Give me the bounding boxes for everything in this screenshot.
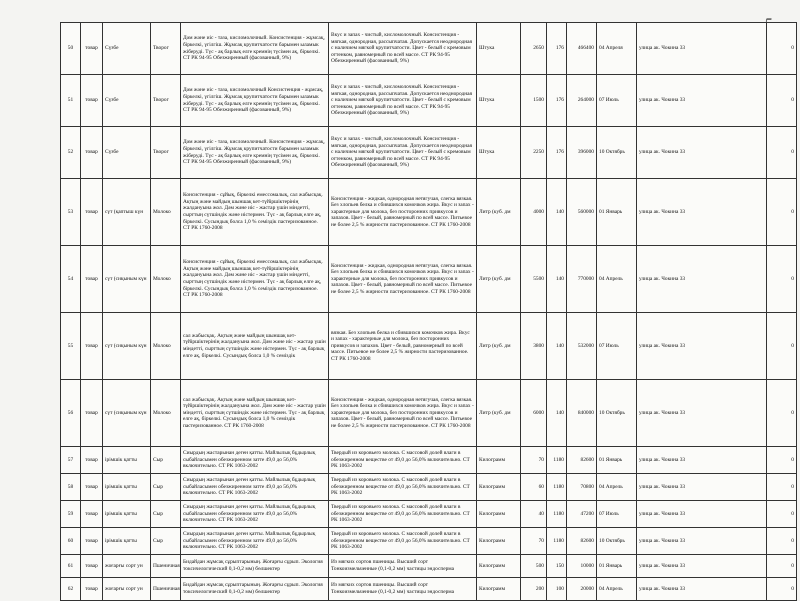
delivery-address: улица ак. Чокина 33 (637, 127, 767, 179)
row-number: 54 (61, 246, 81, 313)
extra-value: 0 (767, 501, 797, 528)
row-category: товар (81, 474, 103, 501)
item-name-kz: Сүзбе (103, 127, 151, 179)
extra-value: 0 (767, 447, 797, 474)
item-name-ru: Сыр (151, 447, 181, 474)
table-row (61, 555, 797, 578)
extra-value: 0 (767, 313, 797, 380)
unit-price: 140 (547, 246, 567, 313)
unit: Килограмм (477, 555, 521, 578)
item-name-kz: жоғарғы сорт ун (103, 578, 151, 601)
total-sum: 532000 (567, 313, 597, 380)
item-name-ru: Творог (151, 127, 181, 179)
unit-price: 150 (547, 555, 567, 578)
row-number: 50 (61, 23, 81, 75)
delivery-address: улица ак. Чокина 33 (637, 380, 767, 447)
extra-value: 0 (767, 578, 797, 601)
extra-value: 0 (767, 528, 797, 555)
description-ru: Твердый из коровьего молока. С массовой долей влаги в обезжиренном веществе от 49,0 до 56,0% включительно. СТ РК 1063-2002 (329, 501, 477, 528)
delivery-address: улица ак. Чокина 33 (637, 447, 767, 474)
delivery-date: 04 Апреля (597, 23, 637, 75)
unit-price: 176 (547, 23, 567, 75)
table-row (61, 179, 797, 246)
unit: Штука (477, 127, 521, 179)
item-name-ru: Молоко (151, 179, 181, 246)
description-ru: Консистенция - жидкая, однородная нетягучая, слегка вязкая. Без хлопьев белка и сбившихся комочков жира. Вкус и запах - характерные для молока, без посторонних привкусов и запахов. Цвет - белый, равномерный по всей массе. Питьевое не более 2,5 % жирности пастеризованное. СТ РК 1760-2008 (329, 179, 477, 246)
item-name-kz: сүт (қаптыш күн (103, 179, 151, 246)
delivery-date: 01 Январь (597, 555, 637, 578)
description-ru: Из мягких сортов пшеницы. Высший сорт Тонкоизмельченные (0,1-0,2 мм) частицы эндосперма (329, 578, 477, 601)
row-number: 57 (61, 447, 81, 474)
delivery-address: улица ак. Чокина 33 (637, 179, 767, 246)
total-sum: 10000 (567, 555, 597, 578)
description-kz: Сиырдың жастарынан деген қатты. Майлылық бұдырлық сыбайласымен обезжиренном затте 49,0 до 56,0% включительно. СТ РК 1063-2002 (181, 474, 329, 501)
total-sum: 466400 (567, 23, 597, 75)
description-kz: Дәм және иіс - таза, кисломолочный Консистенция - жұмсақ, біркелкі, үгілгіш. Жұмсақ крупитчатости барымен ыламык жіберуді. Түс - ақ барлық елге кремнің түсімен ақ, біркелкі. СТ РК 94-95 Обезжиренный (фасованный, 9%) (181, 75, 329, 127)
extra-value: 0 (767, 23, 797, 75)
extra-value: 0 (767, 474, 797, 501)
extra-value: 0 (767, 179, 797, 246)
extra-value: 0 (767, 75, 797, 127)
delivery-address: улица ак. Чокина 33 (637, 528, 767, 555)
unit: Литр (куб. дм (477, 313, 521, 380)
delivery-address: улица ак. Чокина 33 (637, 578, 767, 601)
description-kz: Сиырдың жастарынан деген қатты. Майлылық бұдырлық сыбайласымен обезжиренном затте 49,0 до 56,0% включительно. СТ РК 1063-2002 (181, 501, 329, 528)
description-kz: Консистенция - сұйық, біркелкі емессомалық, сал жабысқақ. Ақтың және майдың шыншақ кет-түйіршіктерінің жалдануына жол. Дәм және иіс - жастар үшін міндетті, сырттың сүтшіндік және иістермен. Түс - ақ барлық елге ақ, біркелкі. Сусындық болса 1,0 % семіздік пастеризованное. СТ РК 1760-2008 (181, 179, 329, 246)
row-number: 61 (61, 555, 81, 578)
unit: Литр (куб. дм (477, 380, 521, 447)
unit: Килограмм (477, 528, 521, 555)
row-number: 62 (61, 578, 81, 601)
item-name-ru: Сыр (151, 501, 181, 528)
extra-value: 0 (767, 246, 797, 313)
unit: Штука (477, 75, 521, 127)
item-name-ru: Творог (151, 23, 181, 75)
row-category: товар (81, 246, 103, 313)
row-category: товар (81, 75, 103, 127)
item-name-ru: Пшеничная (151, 555, 181, 578)
row-number: 52 (61, 127, 81, 179)
row-number: 51 (61, 75, 81, 127)
item-name-ru: Пшеничная (151, 578, 181, 601)
unit-price: 1180 (547, 474, 567, 501)
unit-price: 176 (547, 127, 567, 179)
item-name-ru: Молоко (151, 246, 181, 313)
unit: Килограмм (477, 447, 521, 474)
row-number: 55 (61, 313, 81, 380)
unit: Литр (куб. дм (477, 246, 521, 313)
unit: Килограмм (477, 474, 521, 501)
table-row (61, 313, 797, 380)
row-category: товар (81, 555, 103, 578)
item-name-ru: Сыр (151, 528, 181, 555)
description-ru: Вкус и запах - чистый, кисломолочный. Консистенция - мягкая, однородная, рассыпчатая. Допускается неоднородная с наличием мягкой крупитчатости. Цвет - белый с кремовым оттенком, равномерный по всей массе. СТ РК 94-95 Обезжиренный (фасованный, 9%) (329, 75, 477, 127)
description-kz: Сиырдың жастарынан деген қатты. Майлылық бұдырлық сыбайласымен обезжиренном затте 49,0 до 56,0% включительно. СТ РК 1063-2002 (181, 447, 329, 474)
delivery-date: 10 Октябрь (597, 127, 637, 179)
item-name-ru: Молоко (151, 380, 181, 447)
table-row (61, 127, 797, 179)
description-kz: Бидайдан жұмсақ сұрыптарының. Жоғарғы сұрып. Экология токсичелогический 0,1-0,2 мм) бөлшектер (181, 578, 329, 601)
unit-price: 1180 (547, 528, 567, 555)
quantity: 70 (521, 528, 547, 555)
description-kz: сал жабысқақ. Ақтың және майдың шыншақ кет-түйіршіктерінің жалдануына жол. Дәм және иіс - жастар үшін міндетті, сырттың сүтшіндік және иістермен. Түс - ақ барлық елге ақ, біркелкі. Сусындық болса 1,0 % семіздік (181, 313, 329, 380)
row-number: 58 (61, 474, 81, 501)
row-category: товар (81, 528, 103, 555)
table-row (61, 501, 797, 528)
delivery-date: 01 Январь (597, 447, 637, 474)
unit-price: 140 (547, 380, 567, 447)
delivery-date: 10 Октябрь (597, 380, 637, 447)
table-row (61, 380, 797, 447)
description-ru: Твердый из коровьего молока. С массовой долей влаги в обезжиренном веществе от 49,0 до 56,0% включительно. СТ РК 1063-2002 (329, 447, 477, 474)
table-row (61, 474, 797, 501)
delivery-date: 04 Апрель (597, 474, 637, 501)
row-number: 60 (61, 528, 81, 555)
quantity: 200 (521, 578, 547, 601)
delivery-address: улица ак. Чокина 33 (637, 313, 767, 380)
extra-value: 0 (767, 380, 797, 447)
table-body (61, 23, 797, 601)
row-category: товар (81, 380, 103, 447)
total-sum: 70800 (567, 474, 597, 501)
description-ru: Твердый из коровьего молока. С массовой долей влаги в обезжиренном веществе от 49,0 до 56,0% включительно. СТ РК 1063-2002 (329, 528, 477, 555)
total-sum: 770000 (567, 246, 597, 313)
delivery-date: 04 Апрель (597, 246, 637, 313)
item-name-kz: ірімшік қатты (103, 501, 151, 528)
description-kz: Консистенция - сұйық, біркелкі емессомалық, сал жабысқақ. Ақтың және майдың шыншақ кет-түйіршіктерінің жалдануына жол. Дәм және иіс - жастар үшін міндетті, сырттың сүтшіндік және иістермен. Түс - ақ барлық елге ақ, біркелкі. Сусындық болса 1,0 % семіздік пастеризованное. СТ РК 1760-2008 (181, 246, 329, 313)
description-ru: Вкус и запах - чистый, кисломолочный. Консистенция - мягкая, однородная, рассыпчатая. Допускается неоднородная с наличием мягкой крупитчатости. Цвет - белый с кремовым оттенком, равномерный по всей массе. СТ РК 94-95 Обезжиренный (фасованный, 9%) (329, 127, 477, 179)
quantity: 4000 (521, 179, 547, 246)
delivery-date: 07 Июль (597, 501, 637, 528)
table-row (61, 578, 797, 601)
delivery-date: 07 Июль (597, 313, 637, 380)
table-row (61, 447, 797, 474)
extra-value: 0 (767, 555, 797, 578)
row-category: товар (81, 447, 103, 474)
delivery-address: улица ак. Чокина 33 (637, 246, 767, 313)
table-row (61, 75, 797, 127)
description-kz: Бидайдан жұмсақ сұрыптарының. Жоғарғы сұрып. Экология токсичелогический 0,1-0,2 мм) бөлшектер (181, 555, 329, 578)
row-number: 53 (61, 179, 81, 246)
item-name-kz: сүт (сиқыным күн (103, 313, 151, 380)
description-ru: Консистенция - жидкая, однородная нетягучая, слегка вязкая. Без хлопьев белка и сбившихся комочков жира. Вкус и запах - характерные для молока, без посторонних привкусов и запахов. Цвет - белый, равномерный по всей массе. Питьевое не более 2,5 % жирности пастеризованное. СТ РК 1760-2008 (329, 380, 477, 447)
unit-price: 140 (547, 179, 567, 246)
description-kz: сал жабысқақ. Ақтың және майдың шыншақ кет-түйіршіктерінің жалдануына жол. Дәм және иіс - жастар үшін міндетті, сырттың сүтшіндік және иістермен. Түс - ақ барлық елге ақ, біркелкі. Сусындық болса 1,0 % семіздік пастеризованное. СТ РК 1760-2008 (181, 380, 329, 447)
total-sum: 82600 (567, 447, 597, 474)
description-kz: Дәм және иіс - таза, кисломолочный. Консистенция - жұмсақ, біркелкі, үгілгіш. Жұмсақ крупитчатости барымен ыламык жіберуді. Түс - ақ барлық елге кремнің түсімен ақ, біркелкі. СТ РК 94-95 Обезжиренный (фасованный, 9%) (181, 127, 329, 179)
quantity: 6000 (521, 380, 547, 447)
quantity: 2250 (521, 127, 547, 179)
item-name-kz: ірімшік қатты (103, 528, 151, 555)
total-sum: 47200 (567, 501, 597, 528)
quantity: 2650 (521, 23, 547, 75)
delivery-date: 01 Январь (597, 179, 637, 246)
total-sum: 560000 (567, 179, 597, 246)
quantity: 70 (521, 447, 547, 474)
description-kz: Сиырдың жастарынан деген қатты. Майлылық бұдырлық сыбайласымен обезжиренном затте 49,0 до 56,0% включительно. СТ РК 1063-2002 (181, 528, 329, 555)
item-name-kz: сүт (сиқыным күн (103, 246, 151, 313)
total-sum: 264000 (567, 75, 597, 127)
table-row (61, 246, 797, 313)
unit-price: 1180 (547, 501, 567, 528)
total-sum: 840000 (567, 380, 597, 447)
item-name-ru: Творог (151, 75, 181, 127)
row-category: товар (81, 578, 103, 601)
row-category: товар (81, 313, 103, 380)
description-kz: Дәм және иіс - таза, кисломолочный. Консистенция - жұмсақ, біркелкі, үгілгіш. Жұмсақ крупитчатости барымен ыламык жіберуді. Түс - ақ барлық елге кремнің түсімен ақ, біркелкі. СТ РК 94-95 Обезжиренный (фасованный, 9%) (181, 23, 329, 75)
delivery-address: улица ак. Чокина 33 (637, 555, 767, 578)
quantity: 1500 (521, 75, 547, 127)
unit: Штука (477, 23, 521, 75)
delivery-address: улица ак. Чокина 33 (637, 23, 767, 75)
unit: Килограмм (477, 501, 521, 528)
unit-price: 100 (547, 578, 567, 601)
description-ru: Вкус и запах - чистый, кисломолочный. Консистенция - мягкая, однородная, рассыпчатая. Допускается неоднородная с наличием мягкой крупитчатости. Цвет - белый с кремовым оттенком, равномерный по всей массе. СТ РК 94-95 Обезжиренный (фасованный, 9%) (329, 23, 477, 75)
unit-price: 1180 (547, 447, 567, 474)
procurement-table (60, 22, 797, 601)
delivery-address: улица ак. Чокина 33 (637, 75, 767, 127)
delivery-address: улица ак. Чокина 33 (637, 501, 767, 528)
delivery-date: 04 Апрель (597, 578, 637, 601)
total-sum: 82600 (567, 528, 597, 555)
item-name-kz: ірімшік қатты (103, 447, 151, 474)
row-number: 59 (61, 501, 81, 528)
description-ru: Из мягких сортов пшеницы. Высший сорт Тонкоизмельченные (0,1-0,2 мм) частицы эндосперма (329, 555, 477, 578)
table-row (61, 23, 797, 75)
item-name-kz: сүт (сиқыным күн (103, 380, 151, 447)
delivery-date: 10 Октябрь (597, 528, 637, 555)
item-name-kz: Сүзбе (103, 23, 151, 75)
row-category: товар (81, 127, 103, 179)
unit-price: 140 (547, 313, 567, 380)
description-ru: Консистенция - жидкая, однородная нетягучая, слегка вязкая. Без хлопьев белка и сбившихся комочков жира. Вкус и запах - характерные для молока, без посторонних привкусов и запахов. Цвет - белый, равномерный по всей массе. Питьевое не более 2,5 % жирности пастеризованное. СТ РК 1760-2008 (329, 246, 477, 313)
table-row (61, 528, 797, 555)
unit: Литр (куб. дм (477, 179, 521, 246)
unit: Килограмм (477, 578, 521, 601)
row-category: товар (81, 23, 103, 75)
item-name-kz: ірімшік қатты (103, 474, 151, 501)
quantity: 40 (521, 501, 547, 528)
item-name-ru: Сыр (151, 474, 181, 501)
item-name-kz: Сүзбе (103, 75, 151, 127)
row-category: товар (81, 179, 103, 246)
quantity: 3800 (521, 313, 547, 380)
extra-value: 0 (767, 127, 797, 179)
total-sum: 396000 (567, 127, 597, 179)
row-category: товар (81, 501, 103, 528)
delivery-address: улица ак. Чокина 33 (637, 474, 767, 501)
row-number: 56 (61, 380, 81, 447)
item-name-kz: жоғарғы сорт ун (103, 555, 151, 578)
description-ru: вязкая. Без хлопьев белка и сбившихся комочков жира. Вкус и запах - характерные для молока, без посторонних привкусов и запахов. Цвет - белый, равномерный по всей массе. Питьевое не более 2,5 % жирности пастеризованное. СТ РК 1760-2008 (329, 313, 477, 380)
total-sum: 20000 (567, 578, 597, 601)
quantity: 5500 (521, 246, 547, 313)
quantity: 500 (521, 555, 547, 578)
item-name-ru: Молоко (151, 313, 181, 380)
description-ru: Твердый из коровьего молока. С массовой долей влаги в обезжиренном веществе от 49,0 до 56,0% включительно. СТ РК 1063-2002 (329, 474, 477, 501)
unit-price: 176 (547, 75, 567, 127)
delivery-date: 07 Июль (597, 75, 637, 127)
quantity: 60 (521, 474, 547, 501)
